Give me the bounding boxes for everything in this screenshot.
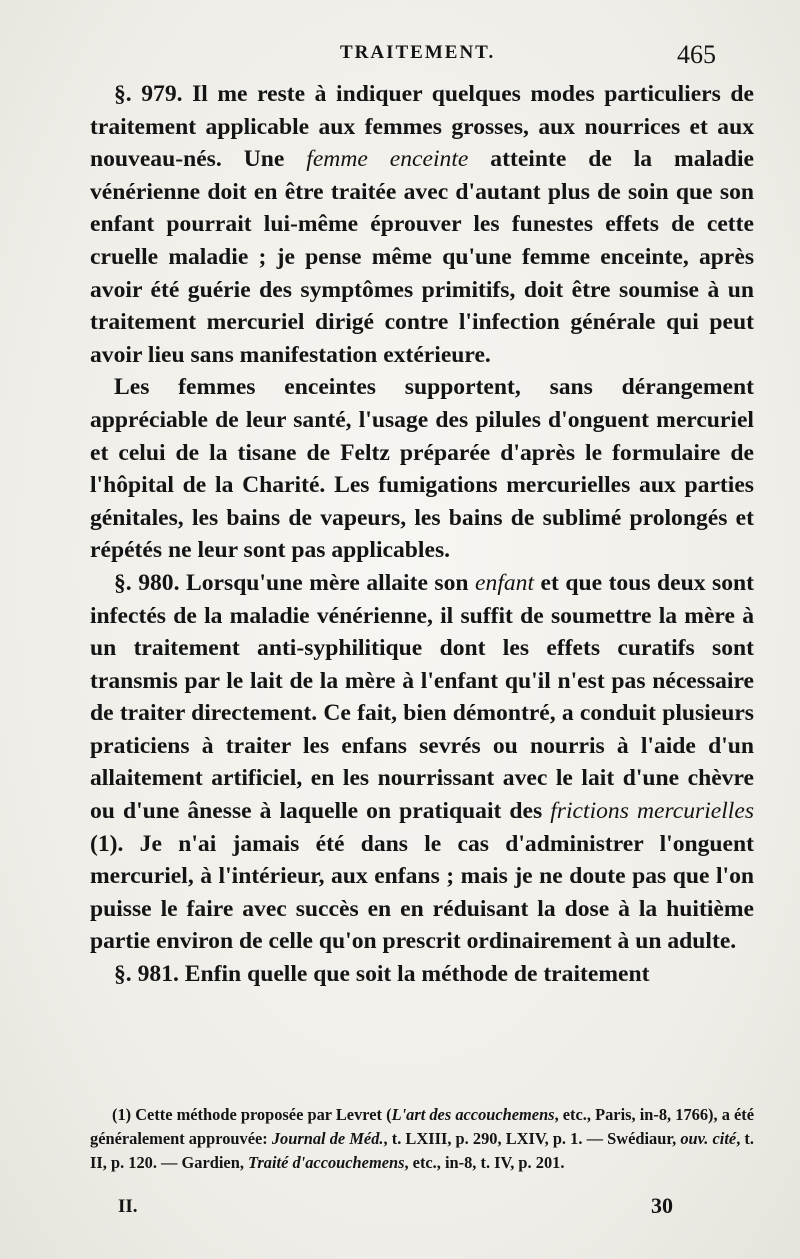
page-number: 465 [677, 40, 716, 69]
paragraph-enceintes: Les femmes enceintes supportent, sans dérangement appréciable de leur santé, l'usage des pilules d'onguent mercuriel et celui de la tisane de Feltz préparée d'après le formulaire de l'hôpital de la Charité. Les fumigations mercurielles aux parties génitales, les bains de vapeurs, les bains de sublimé prolongés et répétés ne leur sont pas applicables. [90, 374, 754, 564]
section-number: §. 980. [114, 569, 180, 596]
sheet-number: 30 [651, 1193, 673, 1218]
italic-term: enfant [475, 569, 535, 596]
running-head: TRAITEMENT. [340, 42, 496, 63]
paragraph-text: atteinte de la maladie vénérienne doit en être traitée avec d'autant plus de soin que son enfant pourrait lui-même éprouver les funestes effets de cette cruelle maladie ; je pense même qu'une femme enceinte, après avoir été guérie des symptômes primitifs, doit être soumise à un traitement mercuriel dirigé contre l'infection générale qui peut avoir lieu sans manifestation extérieure. [90, 146, 754, 368]
section-number: §. 981. [114, 961, 179, 988]
italic-term: frictions mercurielles [550, 798, 754, 825]
paragraph-980 [90, 567, 754, 958]
footnote-text: , t. II, p. 120. — Gardien, [90, 1129, 754, 1172]
paragraph-text: Enfin quelle que soit la méthode de traitement [178, 961, 650, 988]
signature-mark: II. [118, 1196, 138, 1217]
footnotes [90, 1103, 754, 1175]
italic-term: femme enceinte [306, 146, 469, 173]
footnote-text: , t. LXIII, p. 290, LXIV, p. 1. — Swédiaur, [383, 1129, 681, 1148]
footnote-italic: Traité d'accouchemens [248, 1153, 405, 1172]
footnote-1 [90, 1103, 754, 1175]
footnote-italic: ouv. cité [680, 1129, 737, 1148]
paragraph-text: Il me reste à indiquer quelques modes particuliers de traitement applicable aux femmes grosses, aux nourrices et aux nouveau-nés. Une [90, 81, 754, 173]
body-text [90, 78, 754, 991]
paragraph-981 [90, 958, 754, 991]
paragraph-979 [90, 78, 754, 371]
paragraph-text: et que tous deux sont infectés de la maladie vénérienne, il suffit de soumettre la mère à un traitement anti-syphilitique dont les effets curatifs sont transmis par le lait de la mère à l'enfant qu'il n'est pas nécessaire de traiter directement. Ce fait, bien démontré, a conduit plusieurs praticiens à traiter les enfans sevrés ou nourris à l'aide d'un allaitement artificiel, en les nourrissant avec le lait d'une chèvre ou d'une ânesse à laquelle on pratiquait des [90, 569, 755, 825]
footnote-text: , etc., in-8, t. IV, p. 201. [404, 1153, 565, 1172]
paragraph-text: (1). Je n'ai jamais été dans le cas d'administrer l'onguent mercuriel, à l'intérieur, aux enfans ; mais je ne doute pas que l'on puisse le faire avec succès en en réduisant la dose à la huitième partie environ de celle qu'on prescrit ordinairement à un adulte. [90, 830, 754, 955]
paragraph-text: Lorsqu'une mère allaite son [179, 569, 476, 596]
footnote-text: , etc., Paris, in-8, 1766), a été généralement approuvée: [90, 1105, 755, 1148]
footnote-italic: Journal de Méd. [271, 1129, 384, 1148]
footnote-text: (1) Cette méthode proposée par Levret ( [112, 1105, 392, 1124]
section-number: §. 979. [114, 81, 183, 107]
footnote-italic: L'art des accouchemens [391, 1105, 555, 1124]
